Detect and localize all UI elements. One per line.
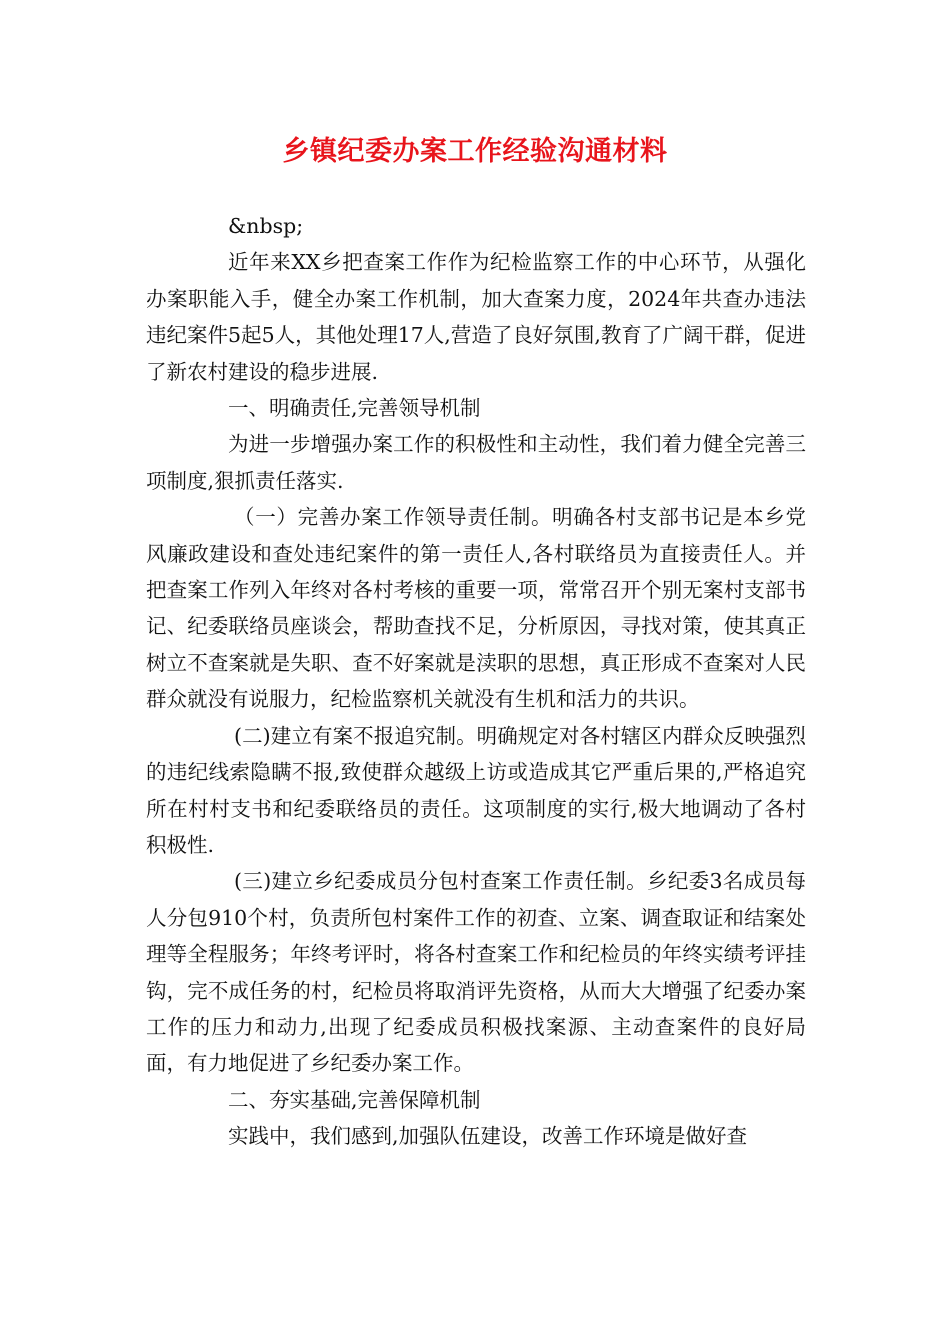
paragraph-section-1-intro: 为进一步增强办案工作的积极性和主动性，我们着力健全完善三项制度,狠抓责任落实.: [146, 432, 806, 493]
paragraph-item-3: (三)建立乡纪委成员分包村查案工作责任制。乡纪委3名成员每人分包910个村，负责所包村案件工作的初查、立案、调查取证和结案处理等全程服务；年终考评时，将各村查案工作和纪检员的年终实绩考评挂钩，完不成任务的村，纪检员将取消评先资格，从而大大增强了纪委办案工作的压力和动力,出现了纪委成员积极找案源、主动查案件的良好局面，有力地促进了乡纪委办案工作。: [146, 869, 806, 1076]
paragraph-item-1: （一）完善办案工作领导责任制。明确各村支部书记是本乡党风廉政建设和查处违纪案件的第一责任人,各村联络员为直接责任人。并把查案工作列入年终对各村考核的重要一项，常常召开个别无案村支部书记、纪委联络员座谈会，帮助查找不足，分析原因，寻找对策，使其真正树立不查案就是失职、查不好案就是渎职的思想，真正形成不查案对人民群众就没有说服力，纪检监察机关就没有生机和活力的共识。: [146, 505, 806, 712]
document-title: 乡镇纪委办案工作经验沟通材料: [282, 136, 668, 167]
paragraph-section-2-intro: 实践中，我们感到,加强队伍建设，改善工作环境是做好查: [228, 1124, 748, 1149]
paragraph-intro: 近年来XX乡把查案工作作为纪检监察工作的中心环节，从强化办案职能入手，健全办案工作机制，加大查案力度，2024年共查办违法违纪案件5起5人，其他处理17人,营造了良好氛围,教育了广阔干群，促进了新农村建设的稳步进展.: [146, 250, 806, 384]
section-heading-1: 一、明确责任,完善领导机制: [228, 396, 481, 421]
nbsp-line: &nbsp;: [228, 214, 304, 238]
document-body: [146, 208, 806, 1155]
paragraph-item-2: (二)建立有案不报追究制。明确规定对各村辖区内群众反映强烈的违纪线索隐瞒不报,致使群众越级上访或造成其它严重后果的,严格追究所在村村支书和纪委联络员的责任。这项制度的实行,极大地调动了各村积极性.: [146, 723, 806, 857]
section-heading-2: 二、夯实基础,完善保障机制: [228, 1087, 481, 1112]
